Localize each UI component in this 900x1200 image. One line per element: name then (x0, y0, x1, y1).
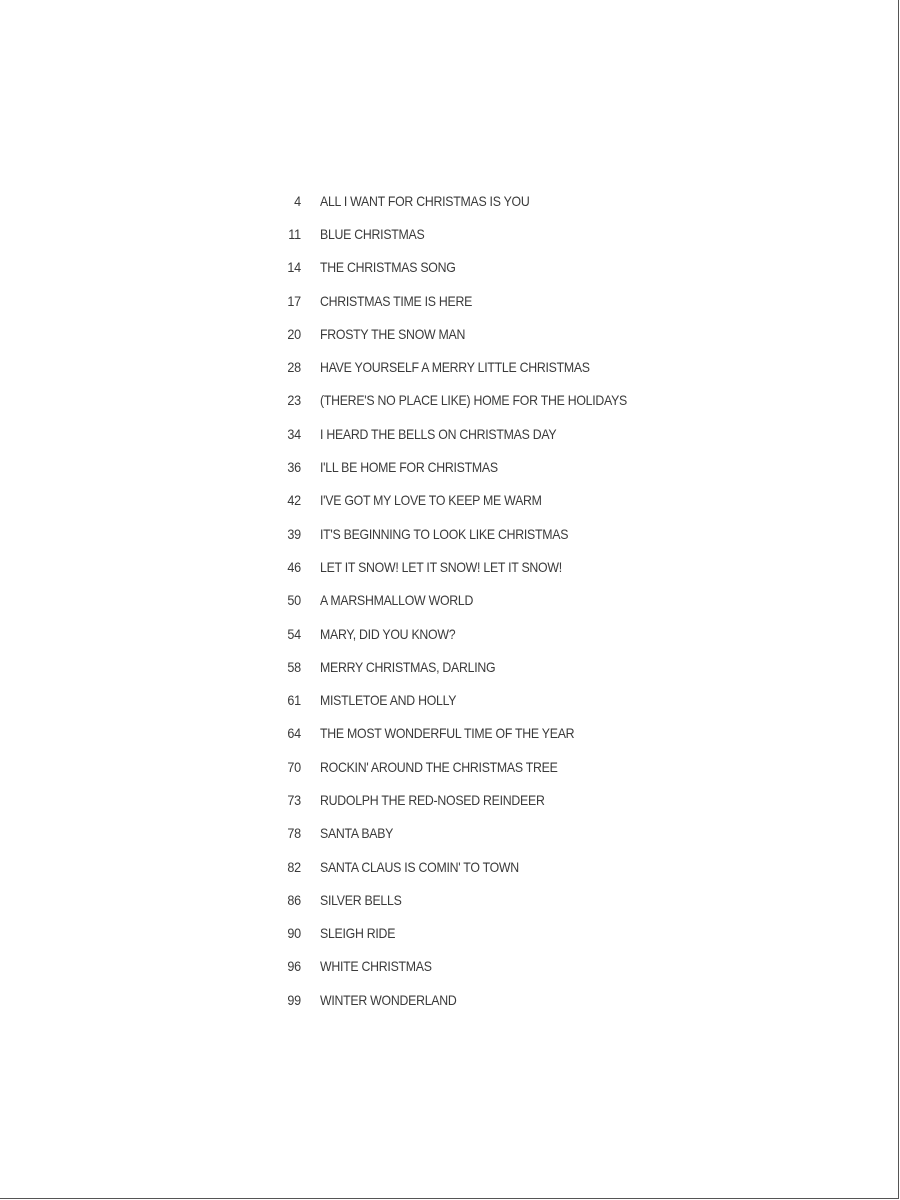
toc-page-number: 54 (287, 625, 301, 642)
toc-entry (270, 617, 690, 650)
toc-song-title: SILVER BELLS (320, 891, 402, 908)
toc-entry (270, 850, 690, 883)
toc-entry (270, 683, 690, 716)
toc-entry (270, 917, 690, 950)
toc-song-title: I HEARD THE BELLS ON CHRISTMAS DAY (320, 425, 557, 442)
toc-song-title: CHRISTMAS TIME IS HERE (320, 292, 473, 309)
toc-song-title: LET IT SNOW! LET IT SNOW! LET IT SNOW! (320, 558, 562, 575)
toc-entry (270, 251, 690, 284)
toc-song-title: WHITE CHRISTMAS (320, 958, 432, 975)
toc-page-number: 78 (287, 825, 301, 842)
toc-song-title: FROSTY THE SNOW MAN (320, 325, 466, 342)
toc-song-title: RUDOLPH THE RED-NOSED REINDEER (320, 791, 545, 808)
toc-page-number: 96 (287, 958, 301, 975)
toc-page-number: 11 (288, 225, 301, 242)
table-of-contents (270, 184, 690, 1016)
toc-page-number: 36 (287, 459, 301, 476)
toc-page-number: 73 (287, 791, 301, 808)
toc-page-number: 50 (287, 592, 301, 609)
toc-entry (270, 750, 690, 783)
toc-song-title: MISTLETOE AND HOLLY (320, 692, 457, 709)
toc-page-number: 64 (287, 725, 301, 742)
toc-song-title: I'VE GOT MY LOVE TO KEEP ME WARM (320, 492, 542, 509)
toc-page-number: 82 (287, 858, 301, 875)
toc-song-title: ALL I WANT FOR CHRISTMAS IS YOU (320, 192, 530, 209)
toc-entry (270, 717, 690, 750)
toc-song-title: ROCKIN' AROUND THE CHRISTMAS TREE (320, 758, 558, 775)
toc-entry (270, 584, 690, 617)
toc-entry (270, 950, 690, 983)
toc-song-title: HAVE YOURSELF A MERRY LITTLE CHRISTMAS (320, 359, 590, 376)
toc-page-number: 23 (287, 392, 301, 409)
toc-song-title: MARY, DID YOU KNOW? (320, 625, 456, 642)
toc-entry (270, 883, 690, 916)
toc-page-number: 14 (287, 259, 301, 276)
toc-page-number: 20 (287, 325, 301, 342)
toc-song-title: SANTA CLAUS IS COMIN' TO TOWN (320, 858, 519, 875)
toc-page-number: 58 (287, 658, 301, 675)
toc-song-title: I'LL BE HOME FOR CHRISTMAS (320, 459, 498, 476)
toc-entry (270, 817, 690, 850)
toc-page-number: 42 (287, 492, 301, 509)
toc-page-number: 99 (287, 991, 301, 1008)
toc-entry (270, 317, 690, 350)
toc-page-number: 34 (287, 425, 301, 442)
toc-entry (270, 184, 690, 217)
toc-song-title: THE MOST WONDERFUL TIME OF THE YEAR (320, 725, 575, 742)
toc-page-number: 17 (287, 292, 301, 309)
toc-entry (270, 450, 690, 483)
toc-page-number: 39 (287, 525, 301, 542)
toc-song-title: SANTA BABY (320, 825, 394, 842)
toc-entry (270, 983, 690, 1016)
toc-entry (270, 384, 690, 417)
toc-song-title: SLEIGH RIDE (320, 925, 396, 942)
toc-song-title: MERRY CHRISTMAS, DARLING (320, 658, 496, 675)
toc-entry (270, 217, 690, 250)
toc-page-number: 4 (294, 192, 301, 209)
toc-page-number: 86 (287, 891, 301, 908)
toc-song-title: IT'S BEGINNING TO LOOK LIKE CHRISTMAS (320, 525, 569, 542)
toc-entry (270, 550, 690, 583)
toc-page-number: 70 (287, 758, 301, 775)
toc-page-number: 90 (287, 925, 301, 942)
toc-page-number: 28 (287, 359, 301, 376)
toc-entry (270, 650, 690, 683)
toc-song-title: WINTER WONDERLAND (320, 991, 457, 1008)
toc-page-number: 46 (287, 558, 301, 575)
toc-song-title: BLUE CHRISTMAS (320, 225, 425, 242)
toc-song-title: (THERE'S NO PLACE LIKE) HOME FOR THE HOLIDAYS (320, 392, 627, 409)
toc-entry (270, 517, 690, 550)
toc-page-number: 61 (287, 692, 301, 709)
toc-entry (270, 484, 690, 517)
toc-entry (270, 417, 690, 450)
toc-song-title: THE CHRISTMAS SONG (320, 259, 456, 276)
toc-song-title: A MARSHMALLOW WORLD (320, 592, 474, 609)
toc-entry (270, 284, 690, 317)
toc-entry (270, 350, 690, 383)
toc-entry (270, 783, 690, 816)
